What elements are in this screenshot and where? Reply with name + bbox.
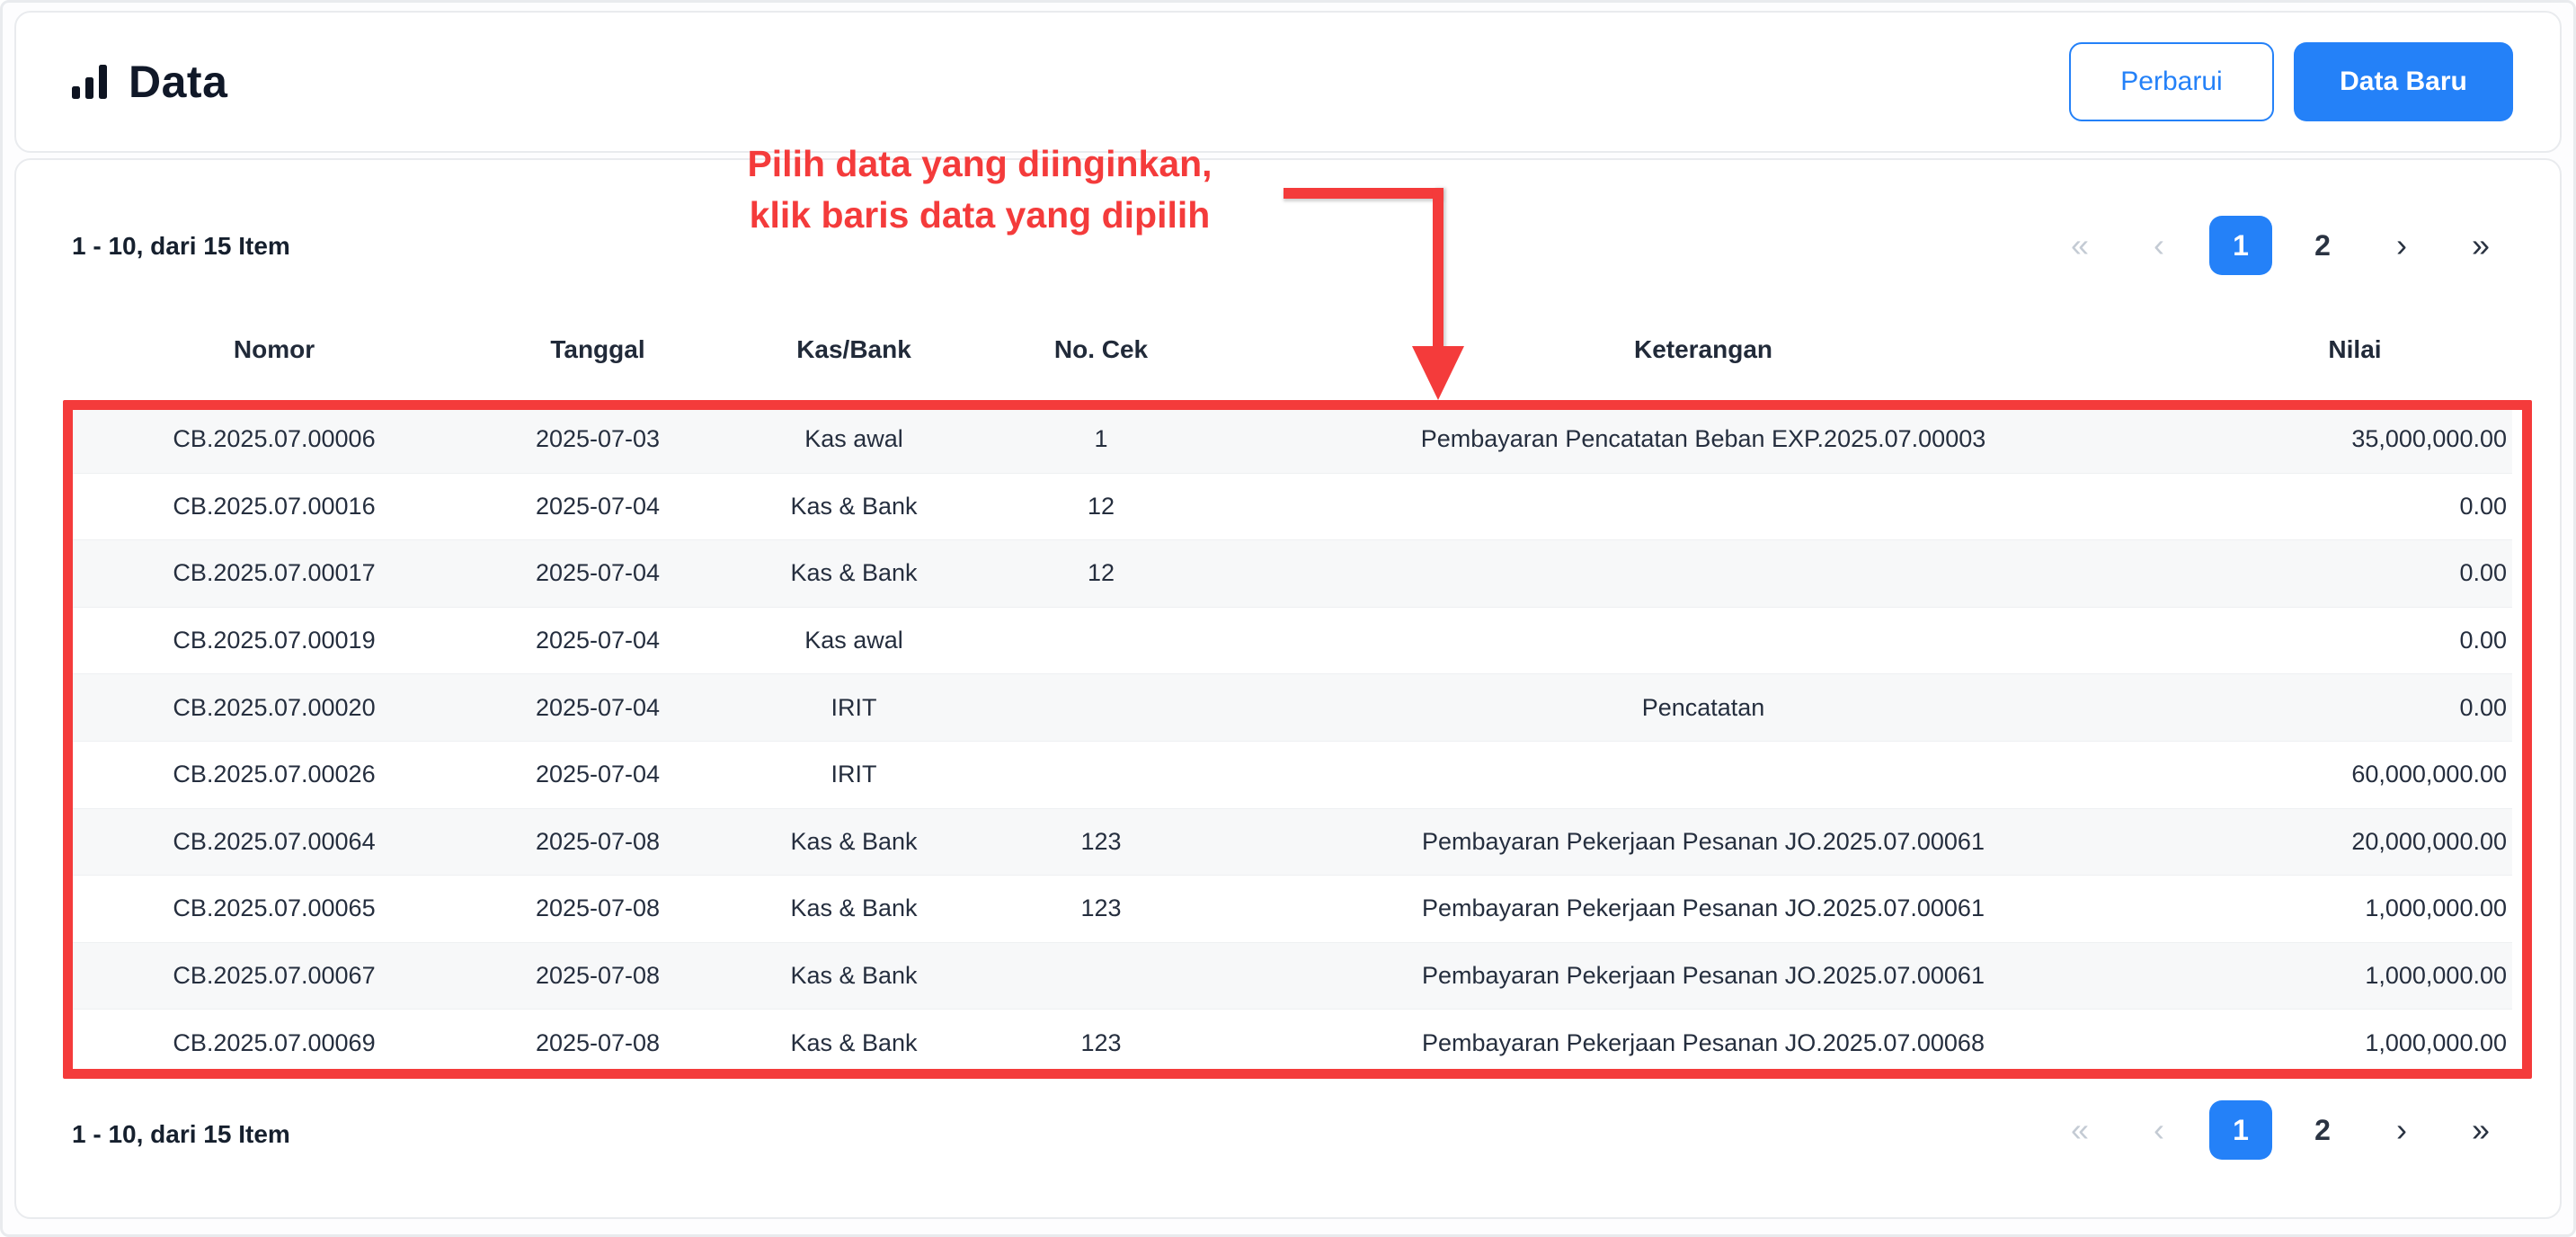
cell-no-cek: 123	[1080, 894, 1122, 922]
page-title: Data	[129, 57, 228, 107]
annotation-arrow-head-icon	[1412, 346, 1464, 400]
cell-kas-bank: Kas & Bank	[790, 492, 918, 520]
cell-tanggal: 2025-07-08	[535, 1029, 661, 1057]
column-header-no-cek: No. Cek	[1053, 335, 1149, 363]
cell-nomor: CB.2025.07.00006	[173, 425, 376, 453]
pagination-next-icon[interactable]: ›	[2396, 227, 2407, 263]
cell-no-cek: 123	[1080, 827, 1122, 855]
cell-nilai: 0.00	[2459, 492, 2507, 520]
cell-nomor: CB.2025.07.00016	[173, 492, 376, 520]
annotation-arrow-horizontal	[1284, 188, 1443, 199]
pagination-prev-icon[interactable]: ‹	[2154, 1111, 2164, 1148]
pagination-last-icon[interactable]: »	[2471, 227, 2491, 263]
header-actions	[2069, 13, 2513, 151]
cell-kas-bank: Kas & Bank	[790, 894, 918, 922]
pagination-first-icon[interactable]: «	[2070, 227, 2090, 263]
cell-no-cek: 12	[1087, 492, 1115, 520]
pagination-page-1[interactable]: 1	[2209, 216, 2272, 275]
cell-tanggal: 2025-07-08	[535, 962, 661, 990]
pagination-bottom	[2051, 1100, 2509, 1160]
annotation-arrow-vertical	[1433, 188, 1443, 348]
cell-nilai: 60,000,000.00	[2351, 761, 2507, 788]
annotation-line-1: Pilih data yang diinginkan,	[747, 143, 1212, 184]
items-summary-top: 1 - 10, dari 15 Item	[72, 232, 290, 260]
cell-tanggal: 2025-07-04	[535, 761, 661, 788]
cell-kas-bank: Kas & Bank	[790, 1029, 918, 1057]
cell-keterangan: Pembayaran Pekerjaan Pesanan JO.2025.07.00061	[1422, 894, 1985, 922]
cell-tanggal: 2025-07-08	[535, 827, 661, 855]
annotation-text	[665, 138, 1294, 241]
cell-nomor: CB.2025.07.00069	[173, 1029, 376, 1057]
header-card	[14, 11, 2562, 153]
cell-keterangan: Pembayaran Pekerjaan Pesanan JO.2025.07.00061	[1422, 827, 1985, 855]
items-summary-bottom: 1 - 10, dari 15 Item	[72, 1120, 290, 1148]
column-header-kas-bank: Kas/Bank	[796, 335, 911, 363]
cell-tanggal: 2025-07-08	[535, 894, 661, 922]
refresh-button[interactable]: Perbarui	[2069, 42, 2274, 121]
cell-nomor: CB.2025.07.00019	[173, 627, 376, 654]
cell-kas-bank: IRIT	[831, 693, 877, 721]
cell-nilai: 1,000,000.00	[2365, 962, 2507, 990]
cell-kas-bank: Kas & Bank	[790, 559, 918, 587]
cell-tanggal: 2025-07-04	[535, 627, 661, 654]
cell-nilai: 0.00	[2459, 627, 2507, 654]
cell-nomor: CB.2025.07.00026	[173, 761, 376, 788]
pagination-next-icon[interactable]: ›	[2396, 1111, 2407, 1148]
pagination-page-2[interactable]: 2	[2314, 228, 2331, 262]
cell-nilai: 20,000,000.00	[2351, 827, 2507, 855]
new-data-button[interactable]: Data Baru	[2294, 42, 2513, 121]
cell-tanggal: 2025-07-04	[535, 492, 661, 520]
cell-kas-bank: Kas awal	[804, 425, 903, 453]
cell-nomor: CB.2025.07.00020	[173, 693, 376, 721]
cell-keterangan: Pembayaran Pekerjaan Pesanan JO.2025.07.00061	[1422, 962, 1985, 990]
cell-kas-bank: Kas & Bank	[790, 827, 918, 855]
cell-nilai: 0.00	[2459, 693, 2507, 721]
cell-tanggal: 2025-07-04	[535, 559, 661, 587]
table-header-row	[67, 329, 2512, 370]
cell-nilai: 1,000,000.00	[2365, 894, 2507, 922]
cell-nilai: 1,000,000.00	[2365, 1029, 2507, 1057]
cell-nomor: CB.2025.07.00017	[173, 559, 376, 587]
column-header-keterangan: Keterangan	[1633, 335, 1773, 363]
pagination-page-1[interactable]: 1	[2209, 1100, 2272, 1160]
cell-tanggal: 2025-07-03	[535, 425, 661, 453]
column-header-nomor: Nomor	[233, 335, 315, 363]
bar-chart-icon	[72, 65, 107, 99]
column-header-tanggal: Tanggal	[550, 335, 645, 363]
annotation-line-2: klik baris data yang dipilih	[749, 194, 1211, 236]
cell-no-cek: 12	[1087, 559, 1115, 587]
pagination-last-icon[interactable]: »	[2471, 1111, 2491, 1148]
cell-no-cek: 1	[1094, 425, 1108, 453]
cell-kas-bank: IRIT	[831, 761, 877, 788]
cell-keterangan: Pembayaran Pekerjaan Pesanan JO.2025.07.00068	[1422, 1029, 1985, 1057]
cell-nomor: CB.2025.07.00064	[173, 827, 376, 855]
cell-nilai: 0.00	[2459, 559, 2507, 587]
title-wrap	[72, 13, 227, 151]
cell-nomor: CB.2025.07.00067	[173, 962, 376, 990]
pagination-page-2[interactable]: 2	[2314, 1113, 2331, 1146]
cell-nomor: CB.2025.07.00065	[173, 894, 376, 922]
cell-keterangan: Pembayaran Pencatatan Beban EXP.2025.07.00003	[1420, 425, 1986, 453]
pagination-prev-icon[interactable]: ‹	[2154, 227, 2164, 263]
cell-tanggal: 2025-07-04	[535, 693, 661, 721]
pagination-top	[2051, 216, 2509, 275]
cell-kas-bank: Kas awal	[804, 627, 903, 654]
cell-keterangan: Pencatatan	[1641, 693, 1765, 721]
cell-kas-bank: Kas & Bank	[790, 962, 918, 990]
column-header-nilai: Nilai	[2328, 335, 2382, 363]
cell-nilai: 35,000,000.00	[2351, 425, 2507, 453]
cell-no-cek: 123	[1080, 1029, 1122, 1057]
pagination-first-icon[interactable]: «	[2070, 1111, 2090, 1148]
annotation-highlight-rectangle	[63, 400, 2532, 1079]
